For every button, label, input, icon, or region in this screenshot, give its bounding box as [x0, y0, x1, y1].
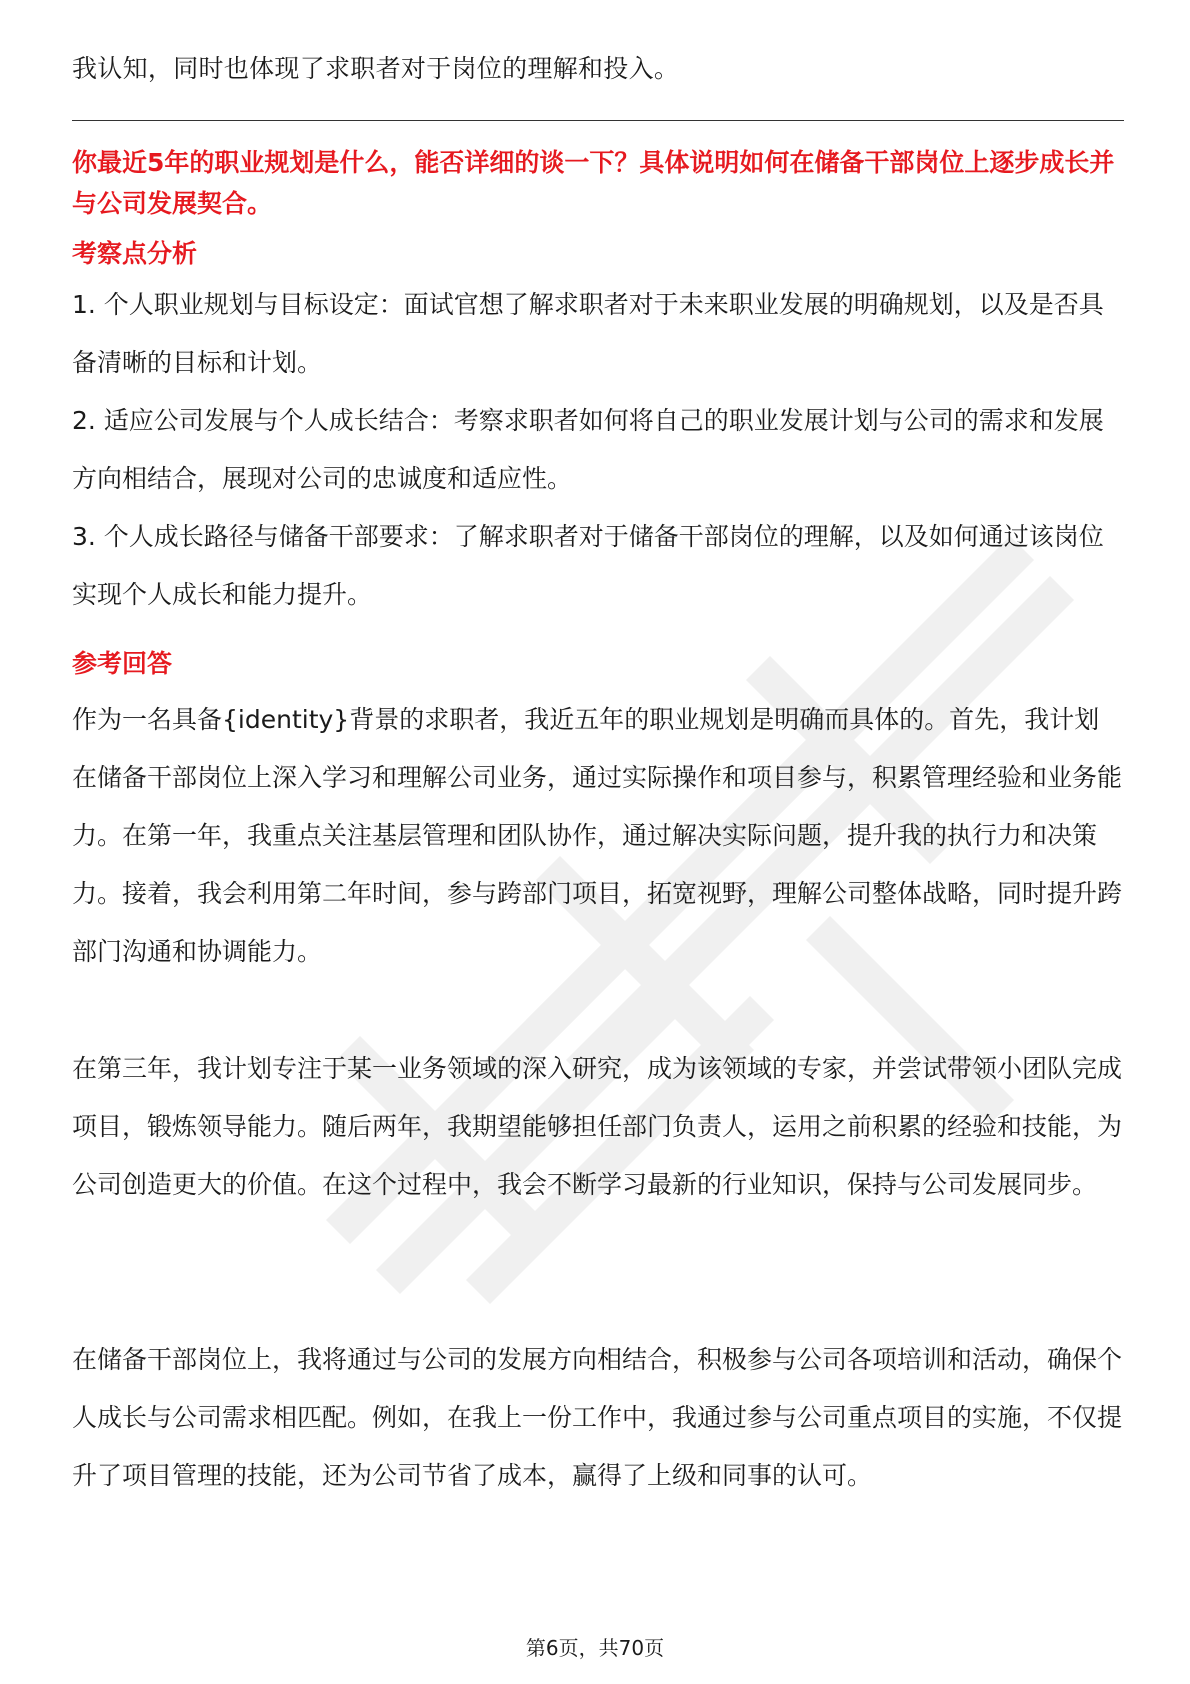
section-divider [72, 120, 1124, 121]
question-heading: 你最近5年的职业规划是什么，能否详细的谈一下？具体说明如何在储备干部岗位上逐步成长并与公司发展契合。 [72, 148, 1115, 218]
answer-paragraph-1-block [72, 691, 1124, 981]
analysis-item-2: 2. 适应公司发展与个人成长结合：考察求职者如何将自己的职业发展计划与公司的需求和发展方向相结合，展现对公司的忠诚度和适应性。 [72, 406, 1104, 493]
intro-text: 我认知，同时也体现了求职者对于岗位的理解和投入。 [72, 54, 680, 83]
answer-paragraph-3-block [72, 1331, 1124, 1505]
analysis-list [72, 276, 1124, 624]
answer-paragraph-1: 作为一名具备{identity}背景的求职者，我近五年的职业规划是明确而具体的。首先，我计划在储备干部岗位上深入学习和理解公司业务，通过实际操作和项目参与，积累管理经验和业务能力。在第一年，我重点关注基层管理和团队协作，通过解决实际问题，提升我的执行力和决策力。接着，我会利用第二年时间，参与跨部门项目，拓宽视野，理解公司整体战略，同时提升跨部门沟通和协调能力。 [72, 705, 1123, 966]
answer-paragraph-3: 在储备干部岗位上，我将通过与公司的发展方向相结合，积极参与公司各项培训和活动，确保个人成长与公司需求相匹配。例如，在我上一份工作中，我通过参与公司重点项目的实施，不仅提升了项目管理的技能，还为公司节省了成本，赢得了上级和同事的认可。 [72, 1345, 1123, 1490]
analysis-item-1: 1. 个人职业规划与目标设定：面试官想了解求职者对于未来职业发展的明确规划，以及是否具备清晰的目标和计划。 [72, 290, 1104, 377]
page-footer: 第6页，共70页 [525, 1636, 665, 1660]
answer-paragraph-2-block [72, 1040, 1124, 1214]
answer-label: 参考回答 [72, 649, 173, 678]
analysis-item-3: 3. 个人成长路径与储备干部要求：了解求职者对于储备干部岗位的理解，以及如何通过该岗位实现个人成长和能力提升。 [72, 522, 1104, 609]
analysis-label: 考察点分析 [72, 239, 198, 268]
answer-paragraph-2: 在第三年，我计划专注于某一业务领域的深入研究，成为该领域的专家，并尝试带领小团队完成项目，锻炼领导能力。随后两年，我期望能够担任部门负责人，运用之前积累的经验和技能，为公司创造更大的价值。在这个过程中，我会不断学习最新的行业知识，保持与公司发展同步。 [72, 1054, 1123, 1199]
